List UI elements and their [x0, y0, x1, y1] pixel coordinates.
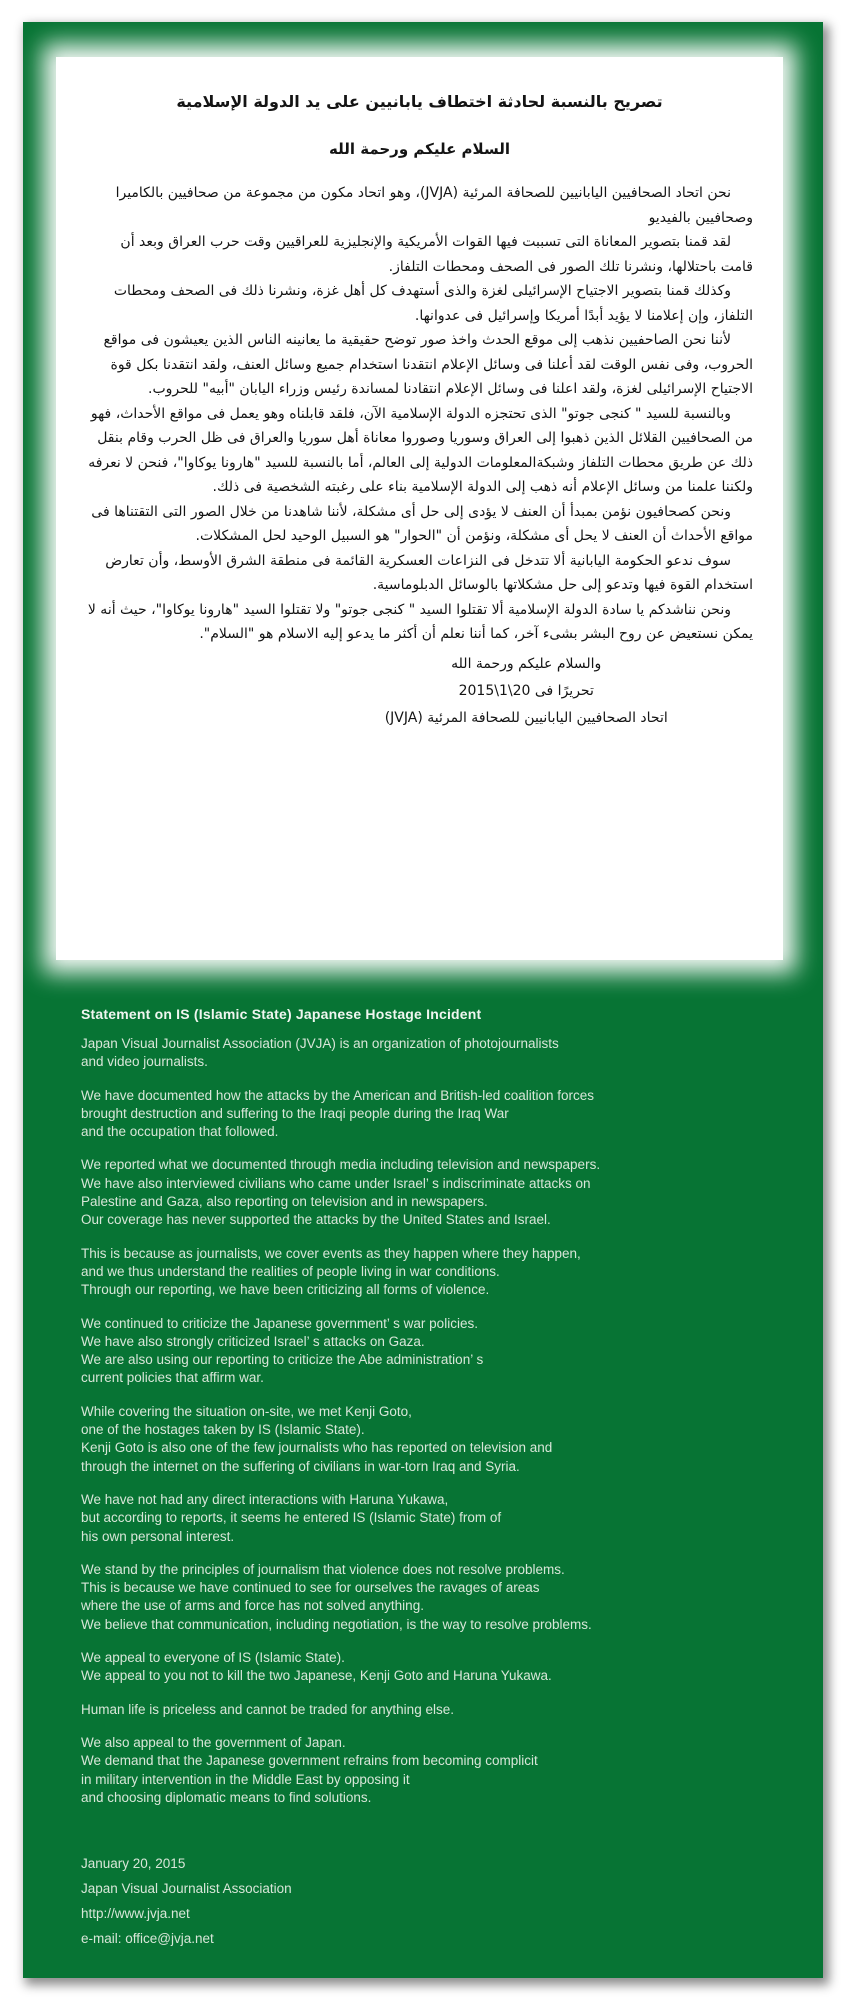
statement-line: والسلام عليكم ورحمة الله	[451, 655, 602, 672]
statement-paragraph: We have documented how the attacks by the American and British-led coalition forces brought destruction and suffering to the Iraqi people during the Iraq War and the occupation that followed.	[81, 1087, 595, 1140]
arabic-statement-paper	[56, 57, 783, 960]
statement-paragraph: We appeal to everyone of IS (Islamic State). We appeal to you not to kill the two Japanese, Kenji Goto and Haruna Yukawa.	[81, 1650, 552, 1684]
statement-line: January 20, 2015	[81, 1856, 186, 1872]
statement-line: تحريرًا فى 20\1\2015	[458, 682, 594, 699]
statement-paragraph: We have not had any direct interactions with Haruna Yukawa, but according to reports, it seems he entered IS (Islamic State) from of his own personal interest.	[81, 1491, 502, 1544]
english-statement-title: Statement on IS (Islamic State) Japanese Hostage Incident	[81, 1006, 482, 1022]
english-statement-body	[81, 1035, 771, 1807]
statement-paragraph: سوف ندعو الحكومة اليابانية ألا تتدخل فى النزاعات العسكرية القائمة فى منطقة الشرق الأوسط، وأن تعارض استخدام القوة فيها وتدعو إلى حل مشكلاتها بالوسائل الدبلوماسية.	[105, 552, 753, 593]
statement-line: e-mail: office@jvja.net	[81, 1931, 214, 1947]
arabic-statement-body	[86, 181, 753, 647]
english-statement-footer	[81, 1851, 771, 1951]
statement-line: http://www.jvja.net	[81, 1906, 190, 1922]
green-statement-panel	[23, 22, 823, 1978]
statement-paragraph: We continued to criticize the Japanese government’ s war policies. We have also strongly criticized Israel’ s attacks on Gaza. We are also using our reporting to criticize the Abe administration’ s current policies that affirm war.	[81, 1315, 484, 1386]
statement-paragraph: ونحن نناشدكم يا سادة الدولة الإسلامية ألا تقتلوا السيد " كنجى جوتو" ولا تقتلوا السيد "هارونا يوكاوا"، حيث أنه لا يمكن نستعيض عن روح البشر بشىء آخر، كما أننا نعلم أن أكثر ما يدعو إليه الاسلام هو "السلام".	[87, 601, 753, 642]
english-statement-section	[81, 1005, 771, 1951]
statement-paragraph: We reported what we documented through media including television and newspapers. We have also interviewed civilians who came under Israel’ s indiscriminate attacks on Palestine and Gaza, also reporting on television and in newspapers. Our coverage has never supported the attacks by the United States and Israel.	[81, 1157, 601, 1228]
statement-paragraph: This is because as journalists, we cover events as they happen where they happen, and we thus understand the realities of people living in war conditions. Through our reporting, we have been criticizing all forms of violence.	[81, 1245, 581, 1298]
statement-paragraph: لأننا نحن الصاحفيين نذهب إلى موقع الحدث واخذ صور توضح حقيقية ما يعانينه الناس الذين يعيشون فى مواقع الحروب، وفى نفس الوقت لقد أعلنا فى وسائل الإعلام انتقدنا استخدام جميع وسائل العنف، ولقد انتقدنا بكل قوة الاجتياح الإسرائيلى لغزة، ولقد اعلنا فى وسائل الإعلام انتقادنا لمساندة رئيس وزراء اليابان "أبيه" للحروب.	[103, 332, 753, 397]
statement-paragraph: نحن اتحاد الصحافيين اليابانيين للصحافة المرئية (JVJA)، وهو اتحاد مكون من مجموعة من صحافيين بالكاميرا وصحافيين بالفيديو	[115, 185, 753, 226]
statement-line: Japan Visual Journalist Association	[81, 1881, 292, 1897]
statement-paragraph: وكذلك قمنا بتصوير الاجتياح الإسرائيلى لغزة والذى أستهدف كل أهل غزة، ونشرنا ذلك فى الصحف ومحطات التلفاز، وإن إعلامنا لا يؤيد أبدًا أمريكا وإسرائيل فى عدوانها.	[113, 283, 753, 324]
arabic-greeting: السلام عليكم ورحمة الله	[329, 140, 510, 158]
statement-paragraph: While covering the situation on-site, we met Kenji Goto, one of the hostages taken by IS (Islamic State). Kenji Goto is also one of the few journalists who has reported on television and through the internet on the suffering of civilians in war-torn Iraq and Syria.	[81, 1403, 553, 1474]
statement-line: اتحاد الصحافيين اليابانيين للصحافة المرئية (JVJA)	[384, 709, 668, 726]
arabic-statement-closing	[299, 651, 753, 732]
statement-paragraph: Japan Visual Journalist Association (JVJA) is an organization of photojournalists and video journalists.	[81, 1036, 559, 1070]
statement-paragraph: We also appeal to the government of Japan. We demand that the Japanese government refrains from becoming complicit in military intervention in the Middle East by opposing it and choosing diplomatic means to find solutions.	[81, 1734, 538, 1805]
statement-paragraph: ونحن كصحافيون نؤمن بمبدأ أن العنف لا يؤدى إلى حل أى مشكلة، لأننا شاهدنا من خلال الصور التى التقتناها فى مواقع الأحداث أن العنف لا يحل أى مشكلة، ونؤمن أن "الحوار" هو السبيل الوحيد لحل المشكلات.	[91, 503, 753, 544]
statement-paragraph: We stand by the principles of journalism that violence does not resolve problems. This is because we have continued to see for ourselves the ravages of areas where the use of arms and force has not solved anything. We believe that communication, including negotiation, is the way to resolve problems.	[81, 1561, 592, 1632]
arabic-statement-title: تصريح بالنسبة لحادثة اختطاف يابانيين على يد الدولة الإسلامية	[176, 92, 663, 111]
statement-paragraph: Human life is priceless and cannot be traded for anything else.	[81, 1701, 454, 1717]
statement-paragraph: لقد قمنا بتصوير المعاناة التى تسببت فيها القوات الأمريكية والإنجليزية للعراقيين وقت حرب العراق وبعد أن قامت باحتلالها، ونشرنا تلك الصور فى الصحف ومحطات التلفاز.	[120, 234, 753, 275]
statement-paragraph: وبالنسبة للسيد " كنجى جوتو" الذى تحتجزه الدولة الإسلامية الآن، فلقد قابلناه وهو يعمل فى مواقع الأحداث، فهو من الصحافيين القلائل الذين ذهبوا إلى العراق وسوريا وصوروا معاناة أهل سوريا والعراق فى ظل الحرب وقام بنقل ذلك عن طريق محطات التلفاز وشبكةالمعلومات الدولية إلى العالم، أما بالنسبة للسيد "هارونا يوكاوا"، فنحن لا نعرفه ولكننا علمنا من وسائل الإعلام أنه ذهب إلى الدولة الإسلامية بناء على رغبته الشخصية فى ذلك.	[88, 405, 753, 495]
